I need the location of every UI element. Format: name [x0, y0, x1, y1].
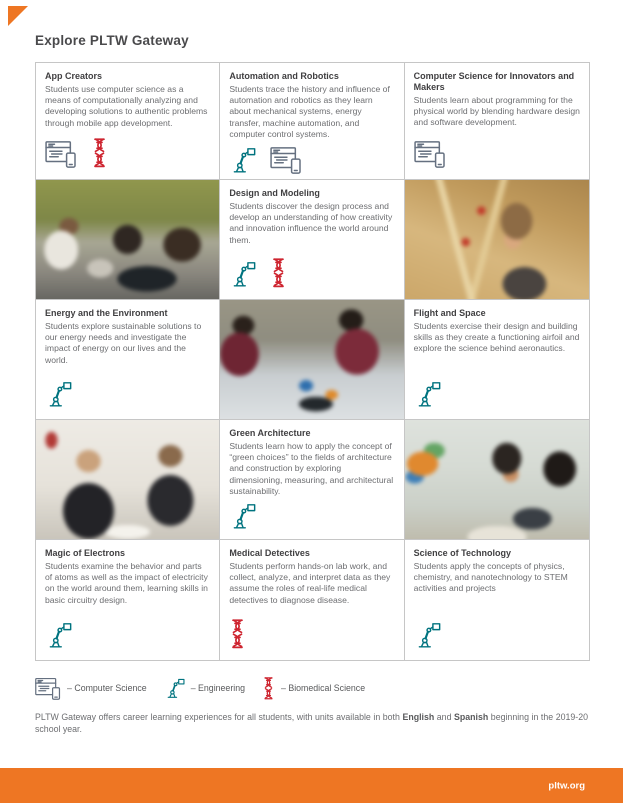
course-description: Students explore sustainable solutions to our energy needs and investigate the impact of energy on our lives and the world.: [45, 321, 202, 365]
photo-classroom-tablets-image: [36, 180, 220, 300]
course-title: App Creators: [45, 71, 103, 81]
pathway-icons: [45, 616, 210, 649]
footer-note-text: beginning in the 2019-20 school year.: [35, 712, 588, 735]
course-title: Magic of Electrons: [45, 548, 126, 558]
course-card-energy-environment: [36, 300, 220, 420]
footer-bar: [0, 768, 623, 803]
pathway-icons: [45, 375, 210, 408]
course-description: Students exercise their design and building skills as they create a functioning airfoil and explore the science behind aeronautics.: [413, 321, 580, 354]
course-title: Design and Modeling: [229, 188, 320, 198]
course-description: Students use computer science as a means of computationally analyzing and developing solutions to authentic problems through mobile app development.: [45, 84, 208, 128]
biomedical-science-icon: [262, 677, 275, 700]
engineering-icon: [229, 261, 256, 288]
corner-accent-triangle: [8, 6, 28, 26]
legend-label: – Biomedical Science: [281, 683, 366, 693]
pathway-icons: [229, 497, 394, 530]
course-description: Students trace the history and influence of automation and robotics as they learn about mechanical systems, energy transfer, machine automation, and computer control systems.: [229, 84, 390, 139]
footer-note: [35, 711, 588, 735]
photo-girls-laptop-image: [405, 420, 589, 540]
photo-classroom-tablets: [36, 180, 220, 300]
legend-label: – Engineering: [190, 683, 245, 693]
computer-science-icon: [270, 146, 302, 174]
pathway-icons: [229, 140, 394, 174]
course-description: Students examine the behavior and parts of atoms as well as the impact of electricity on the world around them, learning skills in basic circuitry design.: [45, 561, 208, 605]
course-card-green-architecture: [220, 420, 404, 540]
page-title: Explore PLTW Gateway: [35, 33, 189, 48]
photo-circuit-kits: [220, 300, 404, 420]
course-grid: [35, 62, 590, 661]
course-title: Medical Detectives: [229, 548, 310, 558]
course-description: Students perform hands-on lab work, and collect, analyze, and interpret data as they assume the roles of real-life medical detectives to diagnose disease.: [229, 561, 391, 605]
course-title: Computer Science for Innovators and Makers: [413, 71, 575, 92]
footer-note-spanish: Spanish: [454, 712, 489, 722]
course-card-magic-of-electrons: [36, 540, 220, 660]
course-title: Flight and Space: [413, 308, 486, 318]
photo-lab-aprons: [36, 420, 220, 540]
computer-science-icon: [414, 140, 446, 168]
engineering-icon: [414, 381, 441, 408]
course-title: Automation and Robotics: [229, 71, 339, 81]
course-description: Students apply the concepts of physics, chemistry, and nanotechnology to STEM activities and projects: [413, 561, 568, 594]
course-title: Science of Technology: [413, 548, 512, 558]
photo-girls-laptop: [405, 420, 589, 540]
engineering-icon: [229, 147, 256, 174]
pathway-icons: [414, 134, 580, 168]
biomedical-science-icon: [91, 138, 108, 168]
pltw-url-link[interactable]: pltw.org: [548, 780, 585, 791]
engineering-icon: [414, 622, 441, 649]
engineering-icon: [164, 678, 185, 699]
photo-girl-wood-structure: [405, 180, 589, 300]
footer-note-english: English: [402, 712, 435, 722]
course-card-design-modeling: [220, 180, 404, 300]
course-description: Students learn about programming for the physical world by blending hardware design and software development.: [413, 95, 580, 128]
computer-science-icon: [35, 677, 61, 700]
course-card-flight-space: [405, 300, 589, 420]
legend-label: – Computer Science: [67, 683, 147, 693]
pathway-icons: [229, 613, 394, 649]
pathway-legend: [35, 676, 365, 700]
legend-item-engineering: [164, 678, 245, 699]
footer-note-text: PLTW Gateway offers career learning experiences for all students, with units available in both: [35, 712, 403, 722]
course-card-automation-robotics: [220, 63, 404, 180]
photo-girl-wood-structure-image: [405, 180, 589, 300]
course-title: Energy and the Environment: [45, 308, 168, 318]
computer-science-icon: [45, 140, 77, 168]
course-card-science-of-technology: [405, 540, 589, 660]
photo-lab-aprons-image: [36, 420, 220, 540]
pathway-icons: [45, 132, 210, 168]
photo-circuit-kits-image: [220, 300, 404, 420]
pathway-icons: [414, 375, 580, 408]
course-card-medical-detectives: [220, 540, 404, 660]
biomedical-science-icon: [229, 619, 246, 649]
course-card-app-creators: [36, 63, 220, 180]
engineering-icon: [45, 381, 72, 408]
pathway-icons: [229, 252, 394, 288]
pathway-icons: [414, 616, 580, 649]
course-description: Students discover the design process and develop an understanding of how creativity and innovation influence the world around them.: [229, 201, 393, 245]
footer-note-text: and: [434, 712, 455, 722]
course-title: Green Architecture: [229, 428, 311, 438]
legend-item-biomedical: [262, 677, 365, 700]
course-description: Students learn how to apply the concept of “green choices” to the fields of architecture and construction by exploring dimensioning, measuring, and architectural sustainability.: [229, 441, 394, 496]
legend-item-computer-science: [35, 677, 147, 700]
engineering-icon: [229, 503, 256, 530]
course-card-cs-innovators-makers: [405, 63, 589, 180]
biomedical-science-icon: [270, 258, 287, 288]
engineering-icon: [45, 622, 72, 649]
